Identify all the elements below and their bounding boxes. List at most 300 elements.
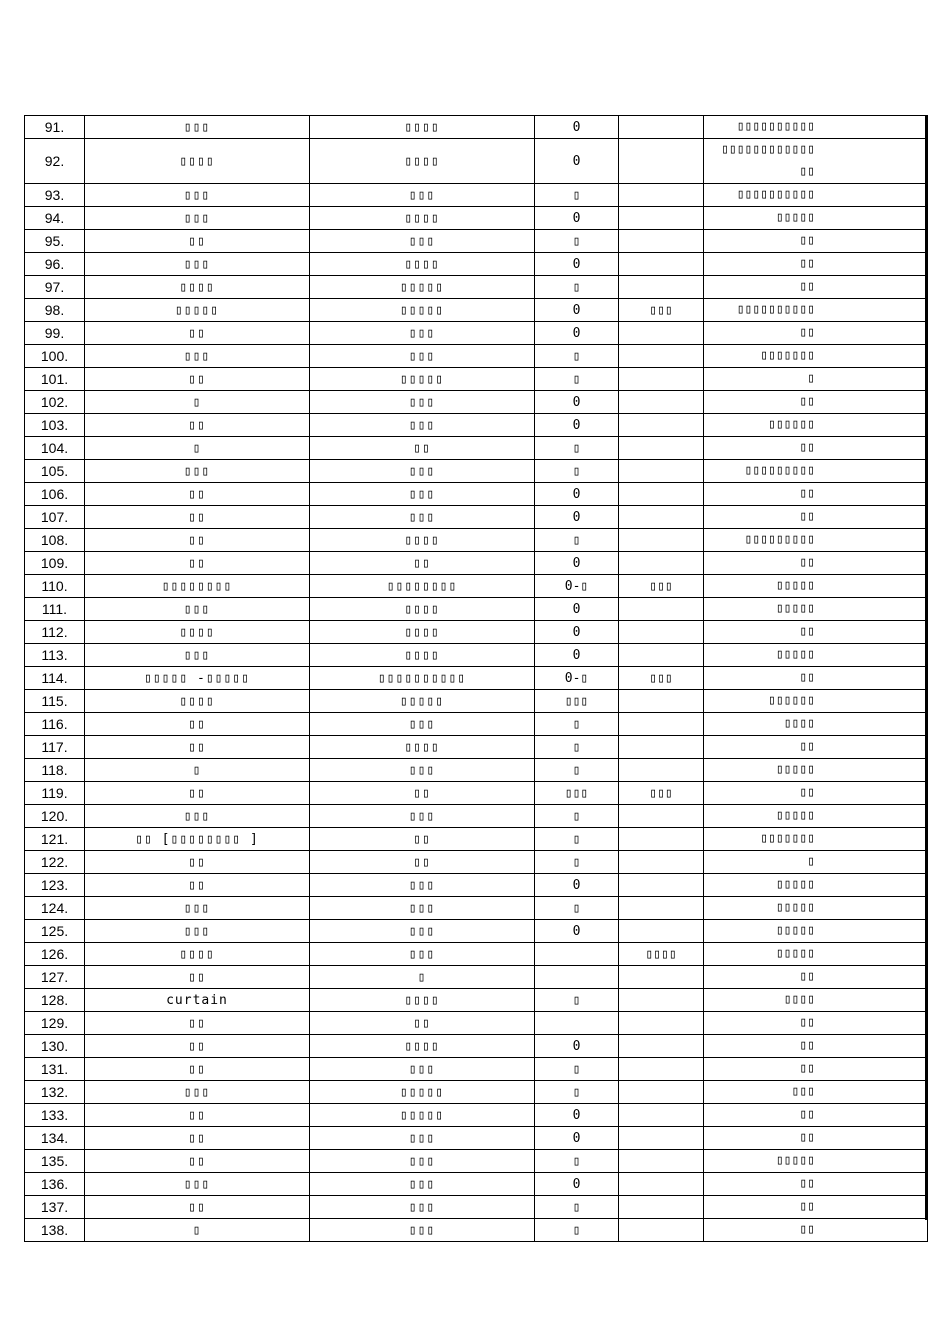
- cell-col2: ▯▯: [310, 828, 535, 851]
- cell-col1: ▯▯▯: [85, 345, 310, 368]
- cell-col4: [619, 506, 704, 529]
- cell-col4: [619, 552, 704, 575]
- cell-col5: ▯▯▯▯▯: [704, 874, 928, 897]
- cell-col4: [619, 1035, 704, 1058]
- cell-col5: ▯▯▯▯▯: [704, 759, 928, 782]
- cell-col3: ▯: [535, 230, 619, 253]
- cell-col2: ▯▯▯: [310, 897, 535, 920]
- cell-col4: [619, 1127, 704, 1150]
- cell-col4: [619, 1104, 704, 1127]
- row-number: 125.: [25, 920, 85, 943]
- cell-col1: ▯▯▯▯: [85, 276, 310, 299]
- table-row: [25, 667, 928, 690]
- cell-col2: ▯▯▯▯: [310, 644, 535, 667]
- cell-col1: ▯▯: [85, 1127, 310, 1150]
- cell-col4: [619, 805, 704, 828]
- table-row: [25, 621, 928, 644]
- cell-col2: ▯▯▯: [310, 391, 535, 414]
- cell-col1: curtain: [85, 989, 310, 1012]
- cell-col1: ▯: [85, 759, 310, 782]
- cell-col4: [619, 1196, 704, 1219]
- table-row: [25, 529, 928, 552]
- cell-col4: [619, 437, 704, 460]
- cell-col5: ▯▯: [704, 391, 928, 414]
- row-number: 132.: [25, 1081, 85, 1104]
- cell-col5: ▯▯: [704, 230, 928, 253]
- table-row: [25, 276, 928, 299]
- table-row: [25, 1035, 928, 1058]
- cell-col2: ▯▯▯▯▯: [310, 276, 535, 299]
- table-row: [25, 230, 928, 253]
- row-number: 127.: [25, 966, 85, 989]
- cell-col4: [619, 1081, 704, 1104]
- row-number: 104.: [25, 437, 85, 460]
- cell-col5: ▯▯▯▯▯▯▯: [704, 345, 928, 368]
- cell-col5: ▯▯: [704, 437, 928, 460]
- cell-col5: ▯▯▯▯▯: [704, 598, 928, 621]
- cell-col2: ▯▯▯: [310, 874, 535, 897]
- cell-col1: ▯▯▯▯: [85, 943, 310, 966]
- cell-col3: 0-▯: [535, 575, 619, 598]
- cell-col5: ▯▯: [704, 736, 928, 759]
- row-number: 108.: [25, 529, 85, 552]
- cell-col1: ▯▯▯▯: [85, 139, 310, 184]
- table-row: [25, 1012, 928, 1035]
- cell-col1: ▯▯: [85, 368, 310, 391]
- table-row: [25, 460, 928, 483]
- cell-col3: 0: [535, 506, 619, 529]
- cell-col1: ▯: [85, 1219, 310, 1242]
- cell-col3: ▯: [535, 276, 619, 299]
- cell-col2: ▯▯▯▯▯: [310, 299, 535, 322]
- cell-col4: [619, 207, 704, 230]
- cell-col2: ▯▯▯: [310, 943, 535, 966]
- cell-col4: [619, 414, 704, 437]
- row-number: 128.: [25, 989, 85, 1012]
- cell-col3: 0: [535, 116, 619, 139]
- cell-col1: ▯▯: [85, 966, 310, 989]
- data-table: [24, 115, 928, 1242]
- cell-col4: [619, 690, 704, 713]
- cell-col4: [619, 828, 704, 851]
- cell-col2: ▯▯▯: [310, 1127, 535, 1150]
- cell-col4: [619, 1150, 704, 1173]
- cell-col2: ▯▯▯: [310, 506, 535, 529]
- cell-col1: ▯▯▯: [85, 805, 310, 828]
- cell-col2: ▯▯▯▯: [310, 529, 535, 552]
- cell-col3: ▯: [535, 1058, 619, 1081]
- cell-col5: ▯▯: [704, 782, 928, 805]
- table-row: [25, 1058, 928, 1081]
- row-number: 105.: [25, 460, 85, 483]
- cell-col2: ▯▯: [310, 782, 535, 805]
- table-row: [25, 598, 928, 621]
- cell-col4: [619, 230, 704, 253]
- cell-col1: ▯▯: [85, 1035, 310, 1058]
- cell-col1: ▯▯▯: [85, 1173, 310, 1196]
- row-number: 96.: [25, 253, 85, 276]
- cell-col2: ▯▯▯▯▯: [310, 368, 535, 391]
- cell-col5: ▯▯▯▯▯: [704, 1150, 928, 1173]
- cell-col5: ▯▯: [704, 1173, 928, 1196]
- cell-col4: [619, 759, 704, 782]
- cell-col2: ▯▯▯: [310, 322, 535, 345]
- cell-col2: ▯▯▯: [310, 713, 535, 736]
- cell-col3: ▯: [535, 989, 619, 1012]
- cell-col1: ▯▯▯▯▯▯▯▯: [85, 575, 310, 598]
- cell-col1: ▯▯: [85, 483, 310, 506]
- table-row: [25, 184, 928, 207]
- cell-col3: ▯: [535, 897, 619, 920]
- cell-col1: ▯: [85, 391, 310, 414]
- row-number: 115.: [25, 690, 85, 713]
- cell-col5: ▯▯▯▯▯: [704, 920, 928, 943]
- cell-col3: 0: [535, 644, 619, 667]
- table-right-border: [925, 115, 928, 1220]
- row-number: 99.: [25, 322, 85, 345]
- cell-col2: ▯▯▯▯: [310, 621, 535, 644]
- row-number: 116.: [25, 713, 85, 736]
- cell-col1: ▯▯: [85, 552, 310, 575]
- cell-col2: ▯▯▯▯: [310, 989, 535, 1012]
- cell-col5: ▯▯: [704, 253, 928, 276]
- table-row: [25, 943, 928, 966]
- cell-col5: ▯▯: [704, 667, 928, 690]
- cell-col4: [619, 529, 704, 552]
- cell-col3: [535, 966, 619, 989]
- table-row: [25, 805, 928, 828]
- cell-col1: ▯▯: [85, 1196, 310, 1219]
- row-number: 109.: [25, 552, 85, 575]
- cell-col3: 0: [535, 598, 619, 621]
- cell-col5: ▯▯▯▯▯: [704, 897, 928, 920]
- cell-col1: ▯▯▯: [85, 920, 310, 943]
- table-row: [25, 552, 928, 575]
- table-row: [25, 644, 928, 667]
- cell-col3: ▯: [535, 345, 619, 368]
- cell-col3: ▯▯▯: [535, 690, 619, 713]
- cell-col5: ▯▯: [704, 552, 928, 575]
- cell-col2: ▯▯▯▯▯▯▯▯: [310, 575, 535, 598]
- cell-col2: ▯▯▯: [310, 1150, 535, 1173]
- cell-col2: ▯▯▯: [310, 184, 535, 207]
- row-number: 129.: [25, 1012, 85, 1035]
- cell-col2: ▯▯▯: [310, 1058, 535, 1081]
- row-number: 123.: [25, 874, 85, 897]
- cell-col2: ▯▯▯▯▯: [310, 690, 535, 713]
- table-body: [25, 116, 928, 1242]
- cell-col2: ▯▯▯▯: [310, 598, 535, 621]
- cell-col5: ▯▯▯▯▯▯▯▯▯: [704, 529, 928, 552]
- cell-col4: [619, 897, 704, 920]
- cell-col5: ▯▯: [704, 506, 928, 529]
- cell-col1: ▯▯▯: [85, 207, 310, 230]
- row-number: 91.: [25, 116, 85, 139]
- cell-col4: [619, 598, 704, 621]
- cell-col1: ▯▯: [85, 874, 310, 897]
- cell-col5: ▯▯: [704, 1219, 928, 1242]
- cell-col5: ▯▯▯▯▯▯: [704, 690, 928, 713]
- row-number: 137.: [25, 1196, 85, 1219]
- cell-col2: ▯▯▯▯: [310, 116, 535, 139]
- row-number: 136.: [25, 1173, 85, 1196]
- cell-col1: ▯▯: [85, 322, 310, 345]
- cell-col5: ▯▯: [704, 966, 928, 989]
- cell-col4: [619, 1012, 704, 1035]
- cell-col3: ▯: [535, 437, 619, 460]
- cell-col5: ▯: [704, 851, 928, 874]
- cell-col1: ▯▯▯▯: [85, 690, 310, 713]
- cell-col1: ▯▯: [85, 713, 310, 736]
- cell-col3: ▯▯▯: [535, 782, 619, 805]
- row-number: 131.: [25, 1058, 85, 1081]
- cell-col3: ▯: [535, 828, 619, 851]
- table-row: [25, 322, 928, 345]
- cell-col3: 0: [535, 1127, 619, 1150]
- table-row: [25, 1196, 928, 1219]
- cell-col3: 0: [535, 299, 619, 322]
- cell-col5: ▯▯▯▯▯▯▯: [704, 828, 928, 851]
- cell-col4: [619, 621, 704, 644]
- cell-col2: ▯▯▯: [310, 1196, 535, 1219]
- cell-col3: ▯: [535, 851, 619, 874]
- cell-col2: ▯▯▯▯▯: [310, 1104, 535, 1127]
- cell-col4: [619, 368, 704, 391]
- row-number: 130.: [25, 1035, 85, 1058]
- cell-col5: ▯▯: [704, 621, 928, 644]
- table-row: [25, 1219, 928, 1242]
- cell-col1: ▯▯▯▯: [85, 621, 310, 644]
- cell-col5: ▯▯: [704, 1012, 928, 1035]
- cell-col3: ▯: [535, 184, 619, 207]
- cell-col2: ▯▯: [310, 437, 535, 460]
- table-row: [25, 253, 928, 276]
- cell-col3: ▯: [535, 736, 619, 759]
- cell-col2: ▯▯▯: [310, 230, 535, 253]
- table-row: [25, 345, 928, 368]
- cell-col4: [619, 736, 704, 759]
- cell-col1: ▯▯▯: [85, 598, 310, 621]
- cell-col5: ▯▯▯▯▯▯: [704, 414, 928, 437]
- row-number: 93.: [25, 184, 85, 207]
- cell-col1: ▯: [85, 437, 310, 460]
- row-number: 94.: [25, 207, 85, 230]
- cell-col1: ▯▯▯: [85, 116, 310, 139]
- cell-col4: [619, 253, 704, 276]
- table-row: [25, 759, 928, 782]
- cell-col1: ▯▯: [85, 1012, 310, 1035]
- cell-col1: ▯▯: [85, 414, 310, 437]
- row-number: 97.: [25, 276, 85, 299]
- cell-col3: 0: [535, 1173, 619, 1196]
- cell-col4: ▯▯▯: [619, 299, 704, 322]
- cell-col4: [619, 184, 704, 207]
- cell-col2: ▯▯: [310, 552, 535, 575]
- cell-col2: ▯▯▯▯: [310, 253, 535, 276]
- table-row: [25, 139, 928, 184]
- row-number: 126.: [25, 943, 85, 966]
- cell-col1: ▯▯▯▯▯ -▯▯▯▯▯: [85, 667, 310, 690]
- cell-col5: ▯▯▯▯▯: [704, 805, 928, 828]
- cell-col2: ▯▯▯: [310, 1173, 535, 1196]
- row-number: 92.: [25, 139, 85, 184]
- cell-col5: ▯▯: [704, 483, 928, 506]
- cell-col3: 0: [535, 414, 619, 437]
- cell-col3: 0: [535, 391, 619, 414]
- table-row: [25, 874, 928, 897]
- cell-col3: 0: [535, 207, 619, 230]
- cell-col5: ▯▯: [704, 276, 928, 299]
- cell-col2: ▯▯▯▯: [310, 736, 535, 759]
- cell-col2: ▯▯: [310, 1012, 535, 1035]
- cell-col4: [619, 920, 704, 943]
- cell-col4: [619, 851, 704, 874]
- cell-col3: 0: [535, 483, 619, 506]
- table-row: [25, 966, 928, 989]
- cell-col4: [619, 276, 704, 299]
- cell-col3: [535, 1012, 619, 1035]
- cell-col2: ▯▯▯▯: [310, 1035, 535, 1058]
- cell-col2: ▯▯: [310, 851, 535, 874]
- cell-col2: ▯▯▯▯: [310, 207, 535, 230]
- cell-col3: 0-▯: [535, 667, 619, 690]
- table-row: [25, 575, 928, 598]
- table-row: [25, 736, 928, 759]
- row-number: 111.: [25, 598, 85, 621]
- cell-col5: ▯▯: [704, 1196, 928, 1219]
- cell-col1: ▯▯: [85, 506, 310, 529]
- table-row: [25, 690, 928, 713]
- cell-col1: ▯▯: [85, 1104, 310, 1127]
- table-row: [25, 1150, 928, 1173]
- row-number: 133.: [25, 1104, 85, 1127]
- cell-col3: 0: [535, 253, 619, 276]
- cell-col3: ▯: [535, 713, 619, 736]
- cell-col2: ▯▯▯: [310, 1219, 535, 1242]
- cell-col1: ▯▯▯: [85, 253, 310, 276]
- row-number: 119.: [25, 782, 85, 805]
- table-row: [25, 506, 928, 529]
- cell-col4: ▯▯▯: [619, 782, 704, 805]
- cell-col5: ▯▯▯▯▯▯▯▯▯▯: [704, 299, 928, 322]
- cell-col5: ▯▯▯▯▯▯▯▯▯: [704, 460, 928, 483]
- cell-col3: 0: [535, 920, 619, 943]
- cell-col5: ▯▯▯▯▯: [704, 644, 928, 667]
- cell-col4: ▯▯▯: [619, 575, 704, 598]
- row-number: 107.: [25, 506, 85, 529]
- row-number: 114.: [25, 667, 85, 690]
- cell-col5: ▯▯▯▯▯: [704, 943, 928, 966]
- cell-col3: [535, 943, 619, 966]
- row-number: 122.: [25, 851, 85, 874]
- cell-col3: 0: [535, 1035, 619, 1058]
- table-row: [25, 989, 928, 1012]
- cell-col4: [619, 139, 704, 184]
- cell-col4: [619, 874, 704, 897]
- cell-col1: ▯▯: [85, 1058, 310, 1081]
- cell-col2: ▯▯▯: [310, 460, 535, 483]
- row-number: 120.: [25, 805, 85, 828]
- table-row: [25, 368, 928, 391]
- cell-col1: ▯▯▯▯▯: [85, 299, 310, 322]
- cell-col4: [619, 644, 704, 667]
- cell-col3: ▯: [535, 368, 619, 391]
- cell-col4: [619, 345, 704, 368]
- cell-col4: [619, 1173, 704, 1196]
- table-row: [25, 1104, 928, 1127]
- cell-col2: ▯▯▯▯▯: [310, 1081, 535, 1104]
- cell-col4: [619, 1219, 704, 1242]
- cell-col3: ▯: [535, 1150, 619, 1173]
- cell-col1: ▯▯: [85, 1150, 310, 1173]
- cell-col1: ▯▯▯: [85, 644, 310, 667]
- table-row: [25, 414, 928, 437]
- cell-col3: 0: [535, 1104, 619, 1127]
- cell-col2: ▯▯▯: [310, 759, 535, 782]
- cell-col4: ▯▯▯: [619, 667, 704, 690]
- cell-col3: ▯: [535, 805, 619, 828]
- cell-col5: ▯▯▯▯▯▯▯▯▯▯: [704, 184, 928, 207]
- cell-col5: ▯▯: [704, 1104, 928, 1127]
- cell-col5: ▯▯: [704, 1127, 928, 1150]
- cell-col1: ▯▯▯: [85, 184, 310, 207]
- cell-col5: ▯▯▯▯▯: [704, 575, 928, 598]
- row-number: 95.: [25, 230, 85, 253]
- row-number: 98.: [25, 299, 85, 322]
- cell-col4: [619, 391, 704, 414]
- cell-col5: ▯: [704, 368, 928, 391]
- table-row: [25, 1173, 928, 1196]
- cell-col5: ▯▯▯: [704, 1081, 928, 1104]
- cell-col3: ▯: [535, 529, 619, 552]
- cell-col4: [619, 483, 704, 506]
- cell-col1: ▯▯▯: [85, 460, 310, 483]
- cell-col1: ▯▯: [85, 230, 310, 253]
- cell-col4: [619, 713, 704, 736]
- cell-col5: ▯▯▯▯▯: [704, 207, 928, 230]
- table-row: [25, 1127, 928, 1150]
- cell-col2: ▯▯▯: [310, 920, 535, 943]
- cell-col1: ▯▯: [85, 736, 310, 759]
- row-number: 134.: [25, 1127, 85, 1150]
- cell-col3: ▯: [535, 1081, 619, 1104]
- table-row: [25, 920, 928, 943]
- row-number: 118.: [25, 759, 85, 782]
- cell-col3: 0: [535, 322, 619, 345]
- cell-col4: [619, 966, 704, 989]
- table-row: [25, 299, 928, 322]
- table-row: [25, 483, 928, 506]
- table-row: [25, 437, 928, 460]
- cell-col5: ▯▯▯▯: [704, 713, 928, 736]
- cell-col2: ▯▯▯: [310, 414, 535, 437]
- cell-col5: ▯▯▯▯▯▯▯▯▯▯▯▯ ▯▯: [704, 139, 928, 184]
- cell-col5: ▯▯: [704, 322, 928, 345]
- cell-col3: ▯: [535, 759, 619, 782]
- cell-col4: [619, 322, 704, 345]
- table-row: [25, 207, 928, 230]
- cell-col4: [619, 116, 704, 139]
- cell-col1: ▯▯▯: [85, 897, 310, 920]
- row-number: 103.: [25, 414, 85, 437]
- row-number: 124.: [25, 897, 85, 920]
- row-number: 100.: [25, 345, 85, 368]
- row-number: 113.: [25, 644, 85, 667]
- cell-col3: ▯: [535, 1196, 619, 1219]
- cell-col2: ▯▯▯: [310, 805, 535, 828]
- row-number: 117.: [25, 736, 85, 759]
- cell-col4: [619, 1058, 704, 1081]
